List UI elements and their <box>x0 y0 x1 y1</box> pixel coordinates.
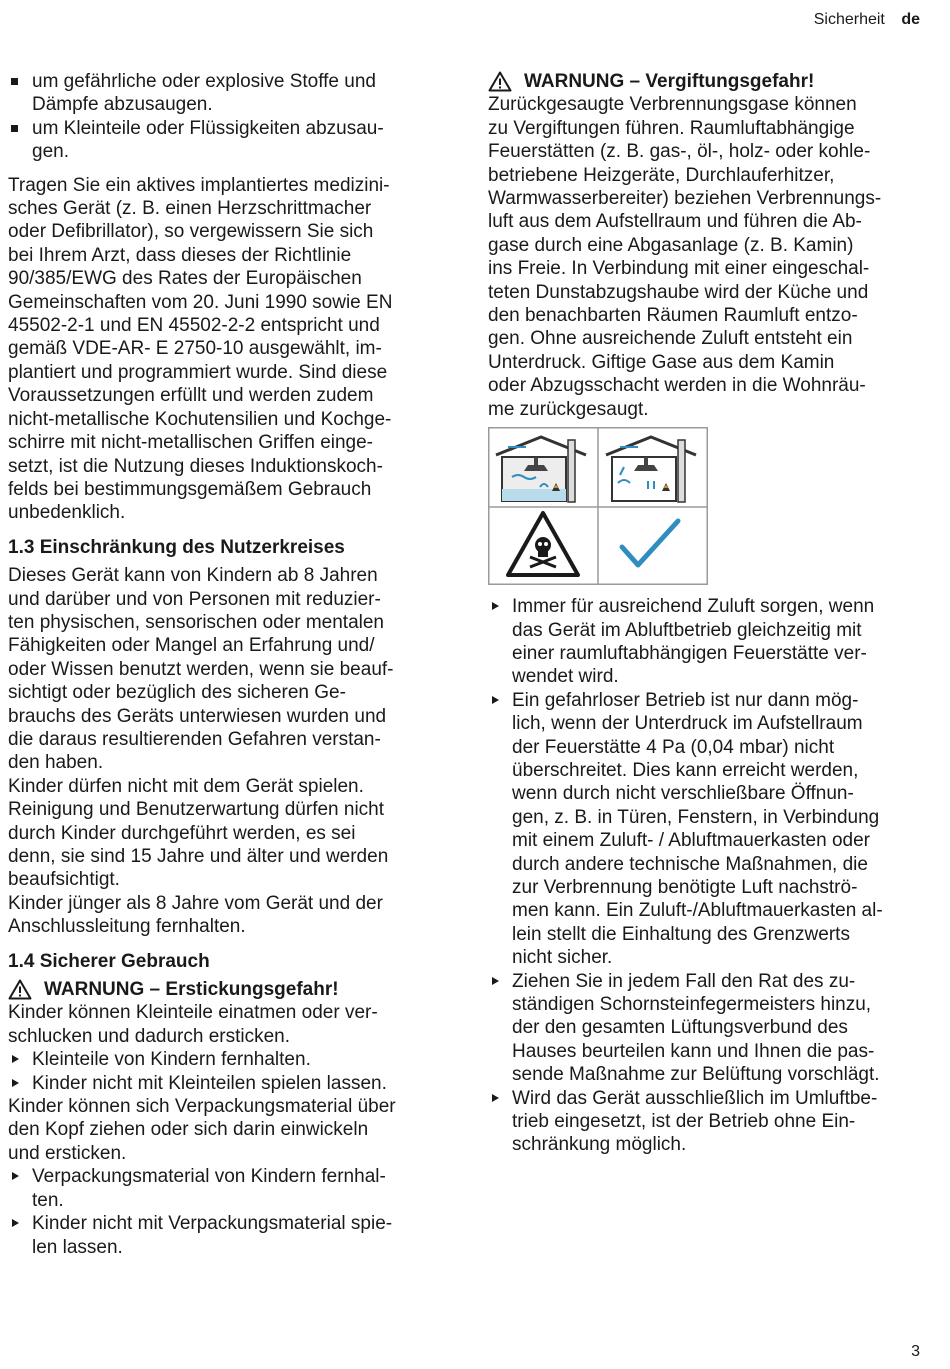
warning-title: WARNUNG – Erstickungsgefahr! <box>44 979 339 1001</box>
paragraph: Dieses Gerät kann von Kindern ab 8 Jahren und darüber und von Personen mit reduzier- ten physischen, sensorischen oder mentalen Fähigkeiten oder Mangel an Erfahrung und/ oder Wissen benutzt werden, wenn sie beauf- sichtigt oder bezüglich des sicheren Ge- brauchs des Geräts unterwiesen wurden und die daraus resultierenden Gefahren verstan- den haben. <box>8 565 394 774</box>
list-item: Kinder nicht mit Kleinteilen spielen lassen. <box>8 1072 448 1095</box>
implant-paragraph: Tragen Sie ein aktives implantiertes medizini- sches Gerät (z. B. einen Herzschrittmacher oder Defibrillator), so vergewissern Sie sich bei Ihrem Arzt, dass dieses der Richtlinie 90/385/EWG des Rates der Europäischen Gemeinschaften vom 20. Juni 1990 sowie EN 45502-2-1 und EN 45502-2-2 entspricht und gemäß VDE-AR- E 2750-10 ausgewählt, im- plantiert und programmiert wurde. Sind diese Voraussetzungen erfüllt und werden zudem nicht-metallische Kochutensilien und Kochge- schirre mit nicht-metallischen Griffen einge- setzt, ist die Nutzung dieses Induktionskoch- felds bei bestimmungsgemäßem Gebrauch unbedenklich. <box>8 174 393 524</box>
action-list <box>8 1048 448 1095</box>
action-list <box>8 1165 448 1259</box>
warning-suffocation <box>8 978 448 1001</box>
paragraph: Kinder können Kleinteile einatmen oder ver- schlucken und dadurch ersticken. <box>8 1002 378 1047</box>
list-item: um Kleinteile oder Flüssigkeiten abzusau- gen. <box>8 117 448 164</box>
list-item: Kinder nicht mit Verpackungsmaterial spie- len lassen. <box>8 1212 448 1259</box>
list-item: Immer für ausreichend Zuluft sorgen, wenn das Gerät im Abluftbetrieb gleichzeitig mit einer raumluftabhängigen Feuerstätte ver- wendet wird. <box>488 595 924 689</box>
warning-triangle-icon <box>488 71 512 92</box>
paragraph: Kinder dürfen nicht mit dem Gerät spielen. <box>8 775 364 797</box>
list-item: Kleinteile von Kindern fernhalten. <box>8 1048 448 1071</box>
list-item: Wird das Gerät ausschließlich im Umluftbe- trieb eingesetzt, ist der Betrieb ohne Ein- schränkung möglich. <box>488 1087 924 1157</box>
right-column <box>488 70 924 1157</box>
warning-title: WARNUNG – Vergiftungsgefahr! <box>524 71 815 92</box>
language-code: de <box>901 11 920 28</box>
warning-triangle-icon <box>8 979 32 1000</box>
ventilation-illustration <box>488 427 708 585</box>
paragraph: Reinigung und Benutzerwartung dürfen nicht durch Kinder durchgeführt werden, es sei denn, sie sind 15 Jahre und älter und werden beaufsichtigt. <box>8 799 389 891</box>
warning-poisoning <box>488 70 924 93</box>
paragraph: Kinder jünger als 8 Jahre vom Gerät und der Anschlussleitung fernhalten. <box>8 892 383 938</box>
list-item: Ein gefahrloser Betrieb ist nur dann mög- lich, wenn der Unterdruck im Aufstellraum der Feuerstätte 4 Pa (0,04 mbar) nicht überschreitet. Dies kann erreicht werden, wenn durch nicht verschließbare Öffnun- gen, z. B. in Türen, Fenstern, in Verbindung mit einem Zuluft- / Abluftmauerkasten oder durch andere technische Maßnahmen, die zur Verbrennung benötigte Luft nachströ- men kann. Ein Zuluft-/Abluftmauerkasten al- lein stellt die Einhaltung des Grenzwerts nicht sicher. <box>488 689 924 970</box>
page-number: 3 <box>911 1343 920 1360</box>
page-header <box>814 10 920 30</box>
paragraph: Zurückgesaugte Verbrennungsgase können zu Vergiftungen führen. Raumluftabhängige Feuerstätten (z. B. gas-, öl-, holz- oder kohle- betriebene Heizgeräte, Durchlauferhitzer, Warmwasserbereiter) beziehen Verbrennungs- luft aus dem Aufstellraum und führen die Ab- gase durch eine Abgasanlage (z. B. Kamin) ins Freie. In Verbindung mit einer eingeschal- teten Dunstabzugshaube wird der Küche und den benachbarten Räumen Raumluft entzo- gen. Ohne ausreichende Zuluft entsteht ein Unterdruck. Giftige Gase aus dem Kamin oder Abzugsschacht werden in die Wohnräu- me zurückgesaugt. <box>488 94 882 420</box>
usage-restriction-list <box>8 70 448 164</box>
action-list <box>488 595 924 1157</box>
heading-1-3: 1.3 Einschränkung des Nutzerkreises <box>8 536 345 558</box>
list-item: Ziehen Sie in jedem Fall den Rat des zu- ständigen Schornsteinfegermeisters hinzu, der den gesamten Lüftungsverbund des Hauses beurteilen kann und Ihnen die pas- sende Maßnahme zur Belüftung vorschlägt. <box>488 970 924 1087</box>
heading-1-4: 1.4 Sicherer Gebrauch <box>8 950 210 972</box>
left-column <box>8 70 448 1259</box>
list-item: Verpackungsmaterial von Kindern fernhal- ten. <box>8 1165 448 1212</box>
list-item: um gefährliche oder explosive Stoffe und Dämpfe abzusaugen. <box>8 70 448 117</box>
section-title: Sicherheit <box>813 11 885 28</box>
paragraph: Kinder können sich Verpackungsmaterial über den Kopf ziehen oder sich darin einwickeln und ersticken. <box>8 1096 396 1164</box>
